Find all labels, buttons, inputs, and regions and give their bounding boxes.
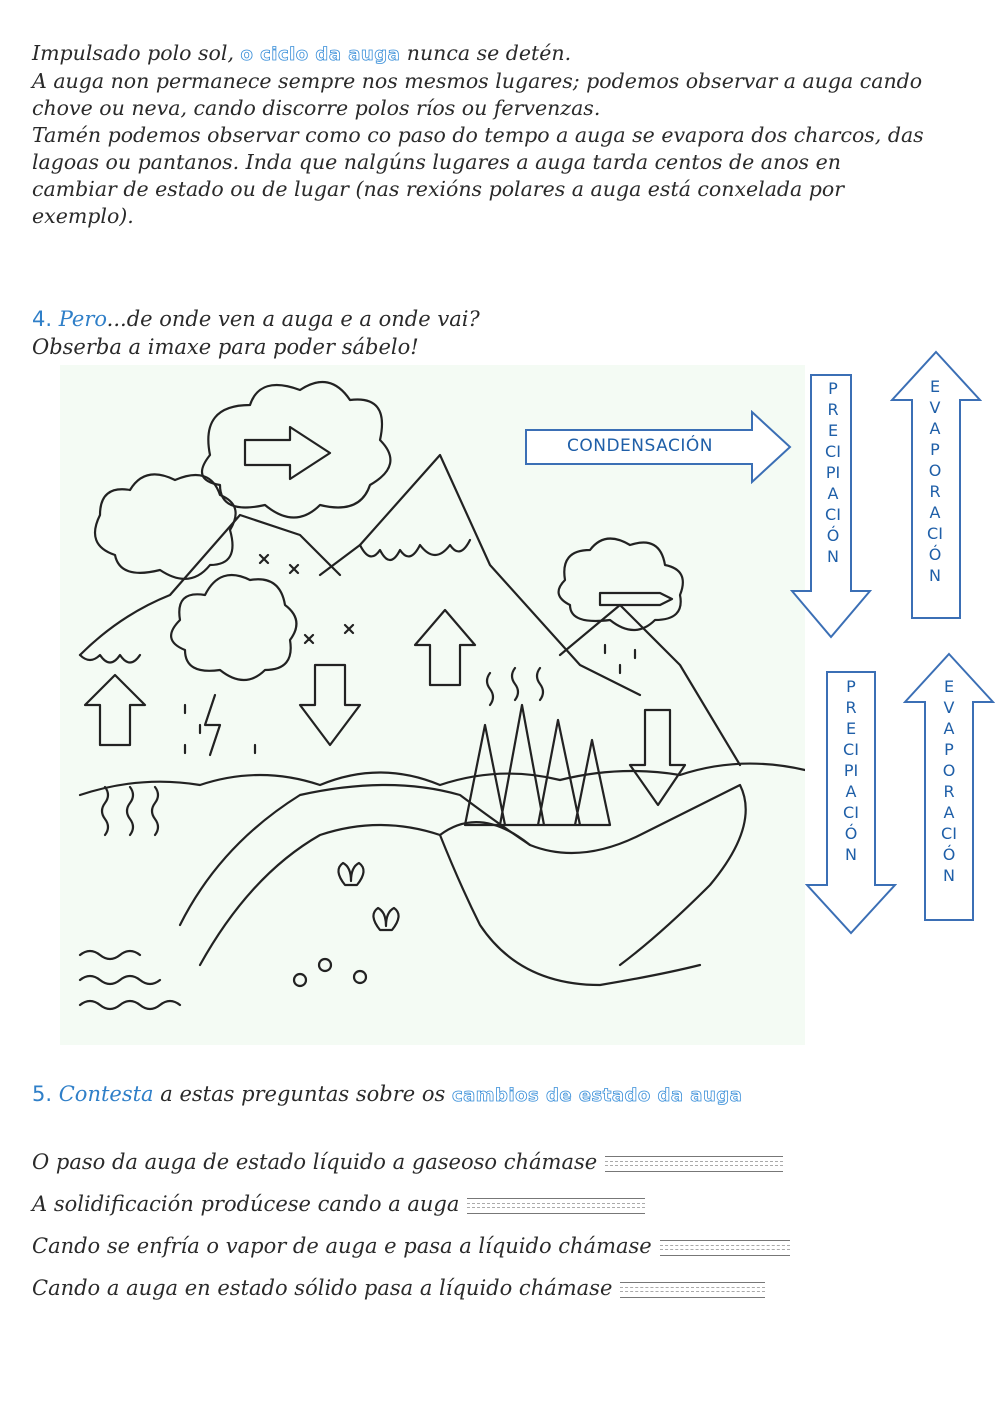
evaporation-arrow-center: [415, 610, 475, 685]
vapor-waves-forest: [487, 668, 543, 705]
answer-line-4[interactable]: [620, 1282, 765, 1298]
condensation-label: CONDENSACIÓN: [567, 436, 713, 456]
section-4-subtitle: Obserba a imaxe para poder sábelo!: [32, 335, 419, 359]
intro-paragraph-2: A auga non permanece sempre nos mesmos lugares; podemos observar a auga cando chove ou neva, cando discorre polos ríos ou fervenzas.: [32, 69, 923, 120]
flower: [319, 959, 331, 971]
section-5-number: 5.: [32, 1082, 53, 1106]
intro-text: [32, 40, 932, 230]
precipitation-arrow-right: [630, 710, 685, 805]
water-cycle-highlight: o ciclo da auga: [240, 44, 401, 65]
vapor-waves-left: [102, 787, 158, 835]
section-5-heading: [32, 1080, 742, 1110]
answer-line-2[interactable]: [467, 1198, 645, 1214]
flower: [354, 971, 366, 983]
question-1: [32, 1150, 783, 1174]
section-4-question: ...de onde ven a auga e a onde vai?: [106, 307, 480, 331]
cloud-arrow: [245, 427, 330, 479]
cloud-right: [559, 539, 683, 630]
lake-shore: [440, 785, 746, 965]
intro-line-1: [32, 40, 932, 68]
question-2-text: A solidificación prodúcese cando a auga: [32, 1192, 460, 1216]
question-3: [32, 1234, 790, 1258]
mountain-right: [560, 605, 740, 765]
section-5-title-middle: a estas preguntas sobre os: [153, 1082, 452, 1106]
state-changes-highlight: cambios de estado da auga: [451, 1085, 743, 1106]
section-5-keyword: Contesta: [58, 1082, 154, 1106]
airplane: [600, 593, 672, 605]
mountain-left: [80, 515, 340, 655]
section-4-number: 4.: [32, 307, 53, 331]
forest: [465, 705, 610, 825]
flower: [294, 974, 306, 986]
section-4-keyword: Pero: [58, 307, 107, 331]
answer-line-1[interactable]: [605, 1156, 783, 1172]
cloud-middle: [171, 575, 296, 680]
lightning-bolt: [205, 695, 220, 755]
cloud-left: [95, 474, 236, 579]
question-1-text: O paso da auga de estado líquido a gaseoso chámase: [32, 1150, 598, 1174]
intro-paragraph-3: Tamén podemos observar como co paso do tempo a auga se evapora dos charcos, das lagoas ou pantanos. Inda que nalgúns lugares a auga tarda centos de anos en cambiar de estado ou de lugar (nas rexións polares a auga está conxelada por exemplo).: [32, 123, 924, 228]
precipitation-arrow-center: [300, 665, 360, 745]
precipitation-label-1: PRECIPIACIÓN: [825, 379, 841, 566]
butterfly: [338, 863, 363, 885]
question-2: [32, 1192, 645, 1216]
question-4: [32, 1276, 765, 1300]
cloud-top: [202, 382, 390, 518]
intro-line-1-end: nunca se detén.: [400, 41, 572, 65]
precipitation-label-2: PRECIPIACIÓN: [843, 677, 859, 864]
butterfly: [373, 908, 398, 930]
snow-left: [80, 655, 140, 663]
question-4-text: Cando a auga en estado sólido pasa a líquido chámase: [32, 1276, 613, 1300]
section-4-heading: [32, 305, 480, 361]
question-3-text: Cando se enfría o vapor de auga e pasa a líquido chámase: [32, 1234, 652, 1258]
answer-line-3[interactable]: [660, 1240, 790, 1256]
river-left-bank: [180, 785, 530, 925]
evaporation-label-2: EVAPORACIÓN: [941, 677, 957, 885]
evaporation-arrow-left: [85, 675, 145, 745]
snow-center: [360, 540, 470, 560]
sea-waves: [80, 951, 180, 1009]
snowflakes: [260, 555, 353, 643]
intro-line-1-start: Impulsado polo sol,: [32, 41, 241, 65]
evaporation-label-1: EVAPORACIÓN: [927, 377, 943, 585]
raindrops: [185, 645, 635, 753]
